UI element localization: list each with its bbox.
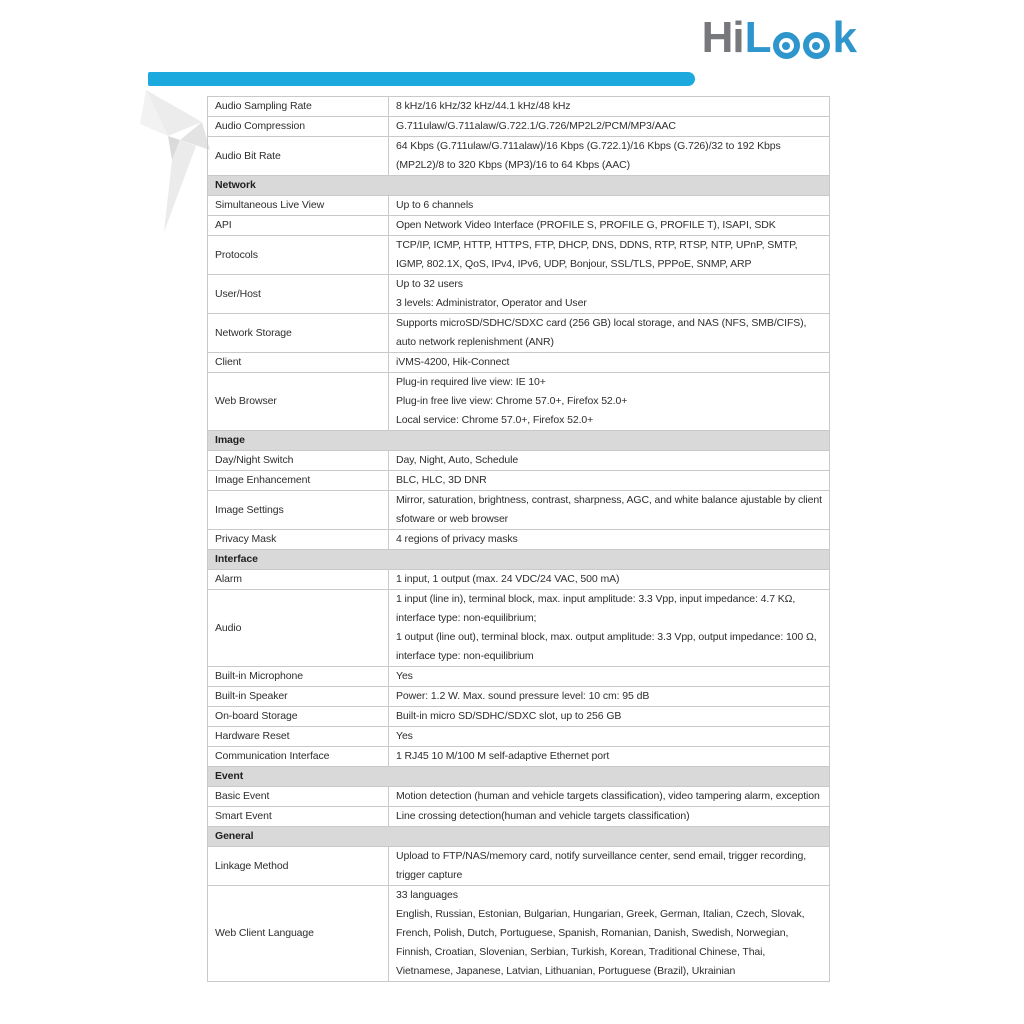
spec-value (389, 196, 830, 216)
spec-value-line: Motion detection (human and vehicle targets classification), video tampering alarm, exception (396, 790, 820, 802)
spec-value (389, 236, 830, 275)
spec-value-line: 64 Kbps (G.711ulaw/G.711alaw)/16 Kbps (G.722.1)/16 Kbps (G.726)/32 to 192 Kbps (MP2L2)/8 to 320 Kbps (MP3)/16 to 64 Kbps (AAC) (396, 140, 781, 171)
spec-label: Image Enhancement (208, 471, 389, 491)
spec-value (389, 137, 830, 176)
spec-label: API (208, 216, 389, 236)
spec-label: Built-in Microphone (208, 667, 389, 687)
spec-value-line: 33 languages (396, 889, 458, 901)
section-label: General (208, 827, 830, 847)
spec-value-line: Local service: Chrome 57.0+, Firefox 52.0+ (396, 414, 594, 426)
spec-value-line: English, Russian, Estonian, Bulgarian, Hungarian, Greek, German, Italian, Czech, Slovak, French, Polish, Dutch, Portuguese, Spanish, Romanian, Danish, Swedish, Norwegian, Finnish, Croatian, Slovenian, Serbian, Turkish, Korean, Traditional Chinese, Thai, Vietnamese, Japanese, Latvian, Lithuanian, Portuguese (Brazil), Ukrainian (396, 908, 805, 977)
logo-text-k: k (832, 13, 856, 62)
spec-label: Built-in Speaker (208, 687, 389, 707)
spec-value-line: 8 kHz/16 kHz/32 kHz/44.1 kHz/48 kHz (396, 100, 571, 112)
spec-value-line: Upload to FTP/NAS/memory card, notify surveillance center, send email, trigger recording, trigger capture (396, 850, 807, 881)
spec-label: Simultaneous Live View (208, 196, 389, 216)
spec-value-line: Yes (396, 730, 413, 742)
spec-value-line: Supports microSD/SDHC/SDXC card (256 GB) local storage, and NAS (NFS, SMB/CIFS), auto network replenishment (ANR) (396, 317, 807, 348)
spec-row (208, 196, 830, 216)
spec-value (389, 787, 830, 807)
spec-value (389, 530, 830, 550)
spec-value-line: 1 output (line out), terminal block, max. output amplitude: 3.3 Vpp, output impedance: 100 Ω, interface type: non-equilibrium (396, 631, 817, 662)
spec-label: Day/Night Switch (208, 451, 389, 471)
spec-row (208, 314, 830, 353)
spec-label: Audio Compression (208, 117, 389, 137)
spec-row (208, 727, 830, 747)
spec-label: Audio (208, 590, 389, 667)
spec-label: Web Client Language (208, 886, 389, 982)
spec-value-line: Plug-in free live view: Chrome 57.0+, Firefox 52.0+ (396, 395, 628, 407)
spec-label: Basic Event (208, 787, 389, 807)
logo-eye-icon (773, 32, 800, 59)
spec-row (208, 570, 830, 590)
logo-eye-pupil (782, 42, 790, 50)
spec-row (208, 275, 830, 314)
spec-row (208, 137, 830, 176)
spec-value (389, 491, 830, 530)
spec-row (208, 590, 830, 667)
spec-label: Linkage Method (208, 847, 389, 886)
section-row (208, 176, 830, 196)
spec-row (208, 687, 830, 707)
spec-row (208, 667, 830, 687)
spec-value (389, 747, 830, 767)
spec-table-grid (207, 96, 830, 982)
spec-label: Image Settings (208, 491, 389, 530)
spec-label: User/Host (208, 275, 389, 314)
spec-value-line: Line crossing detection(human and vehicle targets classification) (396, 810, 690, 822)
spec-value (389, 314, 830, 353)
section-label: Network (208, 176, 830, 196)
spec-value-line: BLC, HLC, 3D DNR (396, 474, 487, 486)
spec-label: Audio Sampling Rate (208, 97, 389, 117)
spec-table (207, 96, 829, 982)
spec-value-line: Yes (396, 670, 413, 682)
spec-row (208, 373, 830, 431)
spec-value (389, 471, 830, 491)
spec-value (389, 353, 830, 373)
spec-row (208, 353, 830, 373)
section-row (208, 767, 830, 787)
spec-value-line: iVMS-4200, Hik-Connect (396, 356, 510, 368)
spec-row (208, 471, 830, 491)
logo-text-hi: Hi (701, 13, 744, 62)
spec-value (389, 807, 830, 827)
spec-row (208, 97, 830, 117)
spec-value-line: Up to 32 users (396, 278, 463, 290)
spec-row (208, 491, 830, 530)
section-label: Image (208, 431, 830, 451)
spec-value (389, 117, 830, 137)
spec-value (389, 275, 830, 314)
logo-eye-icon (803, 32, 830, 59)
section-row (208, 550, 830, 570)
spec-value-line: 1 input (line in), terminal block, max. input amplitude: 3.3 Vpp, input impedance: 4.7 KΩ, interface type: non-equilibrium; (396, 593, 796, 624)
spec-row (208, 530, 830, 550)
spec-label: Network Storage (208, 314, 389, 353)
spec-value-line: 3 levels: Administrator, Operator and User (396, 297, 587, 309)
spec-value-line: Mirror, saturation, brightness, contrast, sharpness, AGC, and white balance ajustable by client sfotware or web browser (396, 494, 822, 525)
spec-value-line: 1 RJ45 10 M/100 M self-adaptive Ethernet port (396, 750, 610, 762)
spec-label: Protocols (208, 236, 389, 275)
spec-row (208, 216, 830, 236)
spec-value (389, 707, 830, 727)
spec-value-line: 4 regions of privacy masks (396, 533, 518, 545)
spec-value-line: 1 input, 1 output (max. 24 VDC/24 VAC, 500 mA) (396, 573, 620, 585)
spec-value-line: Up to 6 channels (396, 199, 474, 211)
spec-value (389, 373, 830, 431)
spec-value (389, 590, 830, 667)
section-label: Event (208, 767, 830, 787)
spec-row (208, 886, 830, 982)
spec-label: Smart Event (208, 807, 389, 827)
spec-row (208, 451, 830, 471)
section-row (208, 827, 830, 847)
spec-value-line: Day, Night, Auto, Schedule (396, 454, 519, 466)
logo-text-l: L (744, 13, 771, 62)
spec-row (208, 747, 830, 767)
spec-value-line: Built-in micro SD/SDHC/SDXC slot, up to 256 GB (396, 710, 622, 722)
section-row (208, 431, 830, 451)
spec-row (208, 807, 830, 827)
spec-row (208, 787, 830, 807)
spec-value (389, 727, 830, 747)
hilook-logo (701, 13, 856, 62)
spec-row (208, 117, 830, 137)
spec-row (208, 236, 830, 275)
spec-label: Communication Interface (208, 747, 389, 767)
spec-value (389, 886, 830, 982)
section-label: Interface (208, 550, 830, 570)
spec-table-body (208, 97, 830, 982)
spec-value (389, 216, 830, 236)
spec-label: On-board Storage (208, 707, 389, 727)
header-accent-bar (148, 72, 695, 86)
spec-label: Privacy Mask (208, 530, 389, 550)
spec-value (389, 97, 830, 117)
spec-label: Audio Bit Rate (208, 137, 389, 176)
spec-value-line: Power: 1.2 W. Max. sound pressure level: 10 cm: 95 dB (396, 690, 650, 702)
spec-value (389, 451, 830, 471)
logo-eye-pupil (812, 42, 820, 50)
spec-value-line: Open Network Video Interface (PROFILE S, PROFILE G, PROFILE T), ISAPI, SDK (396, 219, 776, 231)
spec-value (389, 667, 830, 687)
spec-row (208, 707, 830, 727)
spec-label: Web Browser (208, 373, 389, 431)
spec-value (389, 687, 830, 707)
spec-value-line: Plug-in required live view: IE 10+ (396, 376, 546, 388)
spec-value-line: TCP/IP, ICMP, HTTP, HTTPS, FTP, DHCP, DNS, DDNS, RTP, RTSP, NTP, UPnP, SMTP, IGMP, 802.1X, QoS, IPv4, IPv6, UDP, Bonjour, SSL/TLS, PPPoE, SNMP, ARP (396, 239, 798, 270)
spec-label: Alarm (208, 570, 389, 590)
spec-value (389, 570, 830, 590)
spec-value (389, 847, 830, 886)
spec-label: Hardware Reset (208, 727, 389, 747)
spec-row (208, 847, 830, 886)
spec-value-line: G.711ulaw/G.711alaw/G.722.1/G.726/MP2L2/PCM/MP3/AAC (396, 120, 676, 132)
spec-label: Client (208, 353, 389, 373)
